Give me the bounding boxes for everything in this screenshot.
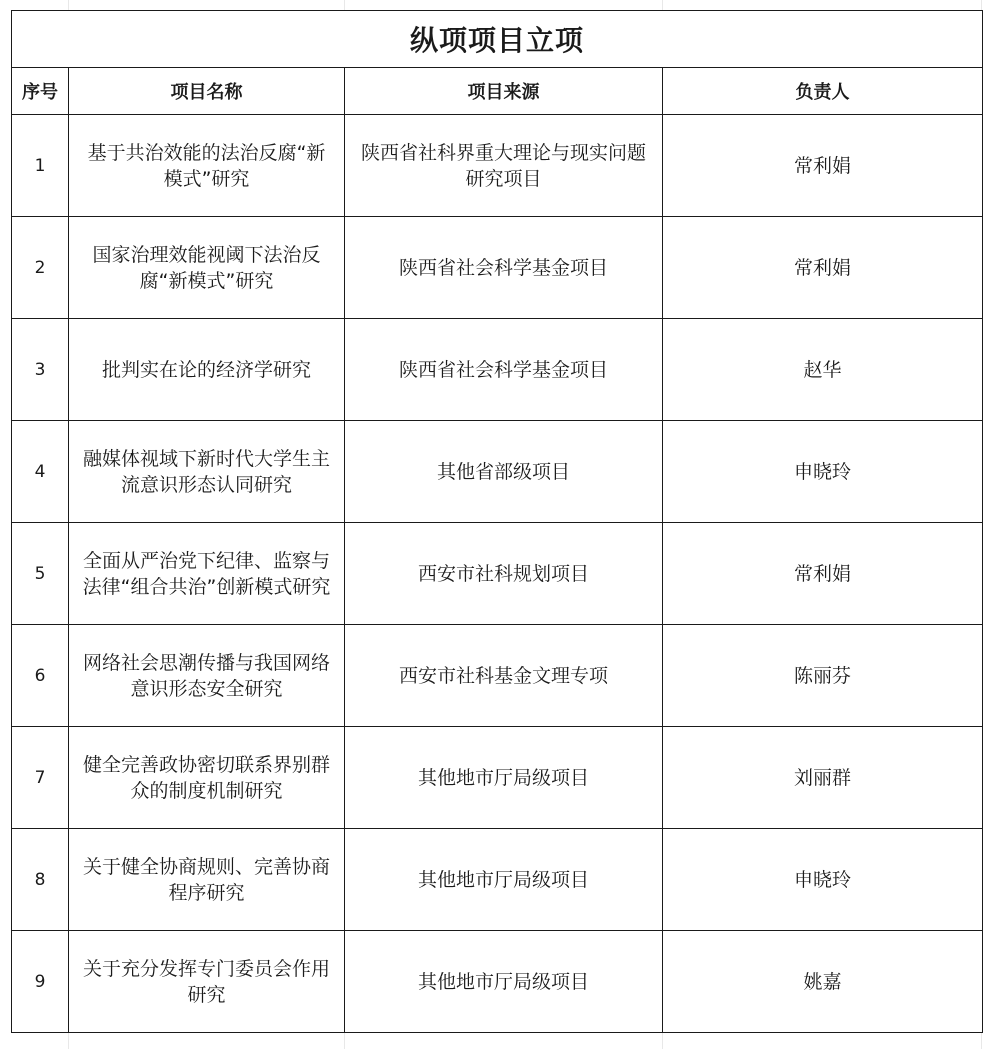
title-row <box>12 11 983 68</box>
cell-source[interactable]: 其他地市厅局级项目 <box>345 829 663 931</box>
cell-source[interactable]: 西安市社科基金文理专项 <box>345 625 663 727</box>
cell-leader[interactable]: 常利娟 <box>663 523 983 625</box>
cell-name[interactable]: 国家治理效能视阈下法治反腐“新模式”研究 <box>69 217 345 319</box>
table-row <box>12 931 983 1033</box>
header-name[interactable]: 项目名称 <box>69 68 345 115</box>
cell-no[interactable]: 9 <box>12 931 69 1033</box>
cell-leader[interactable]: 刘丽群 <box>663 727 983 829</box>
cell-leader[interactable]: 申晓玲 <box>663 421 983 523</box>
cell-name[interactable]: 基于共治效能的法治反腐“新模式”研究 <box>69 115 345 217</box>
cell-source[interactable]: 陕西省社会科学基金项目 <box>345 217 663 319</box>
cell-no[interactable]: 5 <box>12 523 69 625</box>
cell-source[interactable]: 陕西省社会科学基金项目 <box>345 319 663 421</box>
table-row <box>12 523 983 625</box>
cell-source[interactable]: 西安市社科规划项目 <box>345 523 663 625</box>
header-source[interactable]: 项目来源 <box>345 68 663 115</box>
cell-no[interactable]: 6 <box>12 625 69 727</box>
cell-no[interactable]: 1 <box>12 115 69 217</box>
cell-no[interactable]: 8 <box>12 829 69 931</box>
table-row <box>12 217 983 319</box>
cell-no[interactable]: 7 <box>12 727 69 829</box>
cell-leader[interactable]: 陈丽芬 <box>663 625 983 727</box>
header-row <box>12 68 983 115</box>
cell-leader[interactable]: 常利娟 <box>663 217 983 319</box>
cell-leader[interactable]: 常利娟 <box>663 115 983 217</box>
project-table <box>11 10 983 1033</box>
cell-source[interactable]: 其他地市厅局级项目 <box>345 931 663 1033</box>
cell-name[interactable]: 关于充分发挥专门委员会作用研究 <box>69 931 345 1033</box>
table-row <box>12 319 983 421</box>
table-row <box>12 115 983 217</box>
cell-no[interactable]: 2 <box>12 217 69 319</box>
cell-no[interactable]: 4 <box>12 421 69 523</box>
table-row <box>12 727 983 829</box>
cell-leader[interactable]: 申晓玲 <box>663 829 983 931</box>
cell-source[interactable]: 其他地市厅局级项目 <box>345 727 663 829</box>
cell-name[interactable]: 全面从严治党下纪律、监察与法律“组合共治”创新模式研究 <box>69 523 345 625</box>
cell-source[interactable]: 陕西省社科界重大理论与现实问题研究项目 <box>345 115 663 217</box>
table-title[interactable]: 纵项项目立项 <box>12 11 983 68</box>
cell-leader[interactable]: 赵华 <box>663 319 983 421</box>
table-row <box>12 421 983 523</box>
cell-no[interactable]: 3 <box>12 319 69 421</box>
cell-source[interactable]: 其他省部级项目 <box>345 421 663 523</box>
cell-name[interactable]: 网络社会思潮传播与我国网络意识形态安全研究 <box>69 625 345 727</box>
header-no[interactable]: 序号 <box>12 68 69 115</box>
cell-name[interactable]: 融媒体视域下新时代大学生主流意识形态认同研究 <box>69 421 345 523</box>
cell-name[interactable]: 健全完善政协密切联系界别群众的制度机制研究 <box>69 727 345 829</box>
cell-name[interactable]: 关于健全协商规则、完善协商程序研究 <box>69 829 345 931</box>
table-row <box>12 625 983 727</box>
header-leader[interactable]: 负责人 <box>663 68 983 115</box>
cell-leader[interactable]: 姚嘉 <box>663 931 983 1033</box>
cell-name[interactable]: 批判实在论的经济学研究 <box>69 319 345 421</box>
table-row <box>12 829 983 931</box>
